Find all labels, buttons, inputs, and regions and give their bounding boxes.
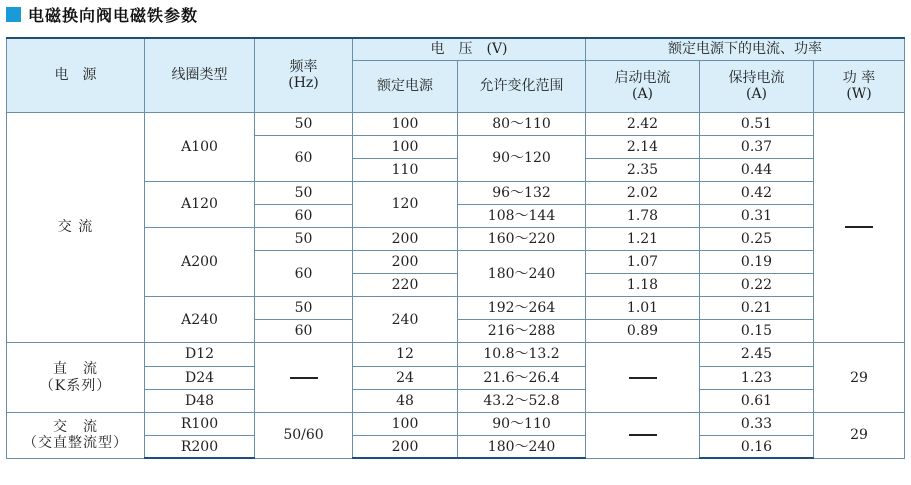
- ac-power-source-cell: 交 流: [7, 112, 145, 343]
- dash-mark: [290, 377, 318, 379]
- dc-starting-current-cell: [586, 343, 700, 412]
- rated-voltage-cell: 200: [353, 227, 458, 250]
- holding-current-cell: 1.23: [700, 366, 814, 389]
- frequency-cell: 60: [255, 251, 353, 297]
- frequency-cell: 60: [255, 204, 353, 227]
- coil-type-cell: A240: [145, 297, 255, 343]
- allowed-range-cell: 10.8～13.2: [458, 343, 586, 366]
- header-frequency-label: 频率: [289, 59, 318, 76]
- header-rated-group: 额定电源下的电流、功率: [586, 38, 905, 60]
- coil-type-cell: D12: [145, 343, 255, 366]
- table-row: [7, 112, 905, 135]
- holding-current-cell: 0.16: [700, 435, 814, 458]
- starting-current-cell: 1.78: [586, 204, 700, 227]
- rated-voltage-cell: 200: [353, 435, 458, 458]
- header-power: [814, 60, 905, 112]
- acdc-type-label: （交直整流型）: [23, 435, 128, 452]
- header-starting-current: [586, 60, 700, 112]
- coil-type-cell: A120: [145, 181, 255, 227]
- allowed-range-cell: 43.2～52.8: [458, 389, 586, 412]
- header-power-label: 功 率: [842, 69, 876, 86]
- header-holding-current-label: 保持电流: [728, 69, 785, 86]
- dc-frequency-cell: [255, 343, 353, 412]
- starting-current-cell: 0.89: [586, 320, 700, 343]
- table-row: [7, 412, 905, 435]
- dc-series-label: （K系列）: [39, 377, 112, 394]
- holding-current-cell: 0.22: [700, 274, 814, 297]
- dash-mark: [629, 377, 657, 379]
- holding-current-cell: 0.33: [700, 412, 814, 435]
- header-coil-type: 线圈类型: [145, 38, 255, 112]
- header-starting-current-unit: (A): [631, 86, 654, 102]
- rated-voltage-cell: 240: [353, 297, 458, 343]
- coil-type-cell: R200: [145, 435, 255, 458]
- title-square-icon: [6, 7, 21, 22]
- solenoid-parameter-table: [6, 37, 905, 459]
- frequency-cell: 50: [255, 297, 353, 320]
- header-holding-current: [700, 60, 814, 112]
- holding-current-cell: 2.45: [700, 343, 814, 366]
- holding-current-cell: 0.61: [700, 389, 814, 412]
- rated-voltage-cell: 100: [353, 412, 458, 435]
- starting-current-cell: 1.07: [586, 251, 700, 274]
- coil-type-cell: R100: [145, 412, 255, 435]
- frequency-cell: 50: [255, 227, 353, 250]
- dash-mark: [629, 434, 657, 436]
- starting-current-cell: 2.02: [586, 181, 700, 204]
- starting-current-cell: 1.21: [586, 227, 700, 250]
- frequency-cell: 60: [255, 135, 353, 181]
- ac-power-cell: [814, 112, 905, 343]
- coil-type-cell: A100: [145, 112, 255, 181]
- coil-type-cell: A200: [145, 227, 255, 296]
- allowed-range-cell: 90～110: [458, 412, 586, 435]
- title-text: 电磁换向阀电磁铁参数: [28, 5, 199, 25]
- holding-current-cell: 0.44: [700, 158, 814, 181]
- allowed-range-cell: 96～132: [458, 181, 586, 204]
- frequency-cell: 60: [255, 320, 353, 343]
- starting-current-cell: 1.01: [586, 297, 700, 320]
- header-frequency-unit: (Hz): [288, 75, 319, 92]
- starting-current-cell: 2.14: [586, 135, 700, 158]
- rated-voltage-cell: 110: [353, 158, 458, 181]
- header-frequency: [255, 38, 353, 112]
- starting-current-cell: 2.35: [586, 158, 700, 181]
- holding-current-cell: 0.51: [700, 112, 814, 135]
- header-power-source: 电 源: [7, 38, 145, 112]
- acdc-power-source-cell: [7, 412, 145, 458]
- holding-current-cell: 0.37: [700, 135, 814, 158]
- rated-voltage-cell: 48: [353, 389, 458, 412]
- acdc-label: 交 流: [53, 419, 98, 436]
- coil-type-cell: D24: [145, 366, 255, 389]
- allowed-range-cell: 108～144: [458, 204, 586, 227]
- rated-voltage-cell: 200: [353, 251, 458, 274]
- dc-label: 直 流: [53, 361, 98, 378]
- holding-current-cell: 0.15: [700, 320, 814, 343]
- dc-power-cell: 29: [814, 343, 905, 412]
- allowed-range-cell: 216～288: [458, 320, 586, 343]
- allowed-range-cell: 90～120: [458, 135, 586, 181]
- rated-voltage-cell: 100: [353, 135, 458, 158]
- header-holding-current-unit: (A): [745, 86, 768, 102]
- allowed-range-cell: 160～220: [458, 227, 586, 250]
- dc-power-source-cell: [7, 343, 145, 412]
- coil-type-cell: D48: [145, 389, 255, 412]
- header-rated-power-supply: 额定电源: [353, 60, 458, 112]
- acdc-frequency-cell: 50/60: [255, 412, 353, 458]
- holding-current-cell: 0.19: [700, 251, 814, 274]
- starting-current-cell: 2.42: [586, 112, 700, 135]
- frequency-cell: 50: [255, 181, 353, 204]
- header-power-unit: (W): [846, 86, 872, 102]
- table-row: [7, 343, 905, 366]
- rated-voltage-cell: 24: [353, 366, 458, 389]
- header-starting-current-label: 启动电流: [614, 69, 671, 86]
- allowed-range-cell: 180～240: [458, 435, 586, 458]
- holding-current-cell: 0.31: [700, 204, 814, 227]
- holding-current-cell: 0.42: [700, 181, 814, 204]
- holding-current-cell: 0.25: [700, 227, 814, 250]
- frequency-cell: 50: [255, 112, 353, 135]
- header-voltage: 电 压 (V): [353, 38, 586, 60]
- allowed-range-cell: 180～240: [458, 251, 586, 297]
- starting-current-cell: 1.18: [586, 274, 700, 297]
- rated-voltage-cell: 220: [353, 274, 458, 297]
- rated-voltage-cell: 12: [353, 343, 458, 366]
- allowed-range-cell: 80～110: [458, 112, 586, 135]
- rated-voltage-cell: 120: [353, 181, 458, 227]
- header-allowed-range: 允许变化范围: [458, 60, 586, 112]
- holding-current-cell: 0.21: [700, 297, 814, 320]
- allowed-range-cell: 21.6～26.4: [458, 366, 586, 389]
- rated-voltage-cell: 100: [353, 112, 458, 135]
- dash-mark: [845, 226, 873, 228]
- allowed-range-cell: 192～264: [458, 297, 586, 320]
- section-title: [6, 3, 198, 25]
- acdc-power-cell: 29: [814, 412, 905, 458]
- acdc-starting-current-cell: [586, 412, 700, 458]
